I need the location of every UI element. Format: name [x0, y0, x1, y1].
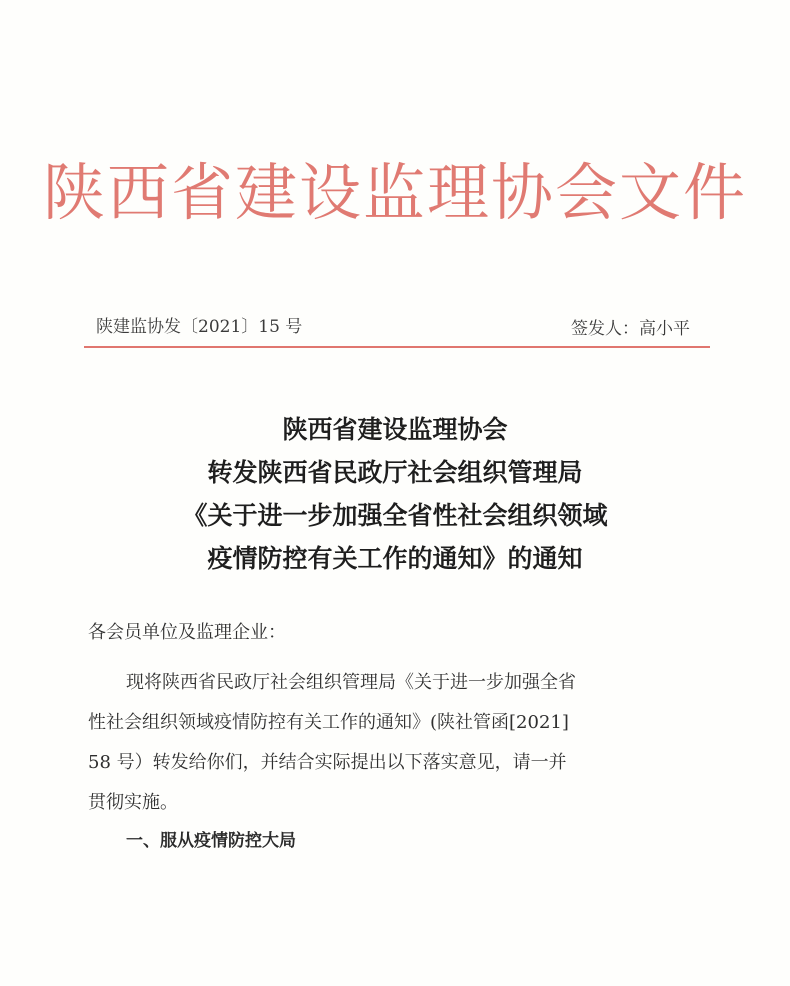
issuer-signatory: 签发人：高小平: [571, 319, 690, 339]
paragraph-line: 58 号）转发给你们，并结合实际提出以下落实意见，请一并: [88, 752, 567, 773]
title-line-3: 《关于进一步加强全省性社会组织领域: [182, 501, 608, 530]
document-number: 陕建监协发〔2021〕15 号: [96, 317, 303, 337]
org-file-header: 陕西省建设监理协会文件: [42, 156, 747, 229]
body-paragraph: [88, 663, 692, 823]
title-line-2: 转发陕西省民政厅社会组织管理局: [207, 458, 583, 487]
paragraph-line: 现将陕西省民政厅社会组织管理局《关于进一步加强全省: [126, 672, 576, 693]
paragraph-line: 贯彻实施。: [88, 792, 178, 813]
red-divider-line: [84, 346, 710, 348]
section-heading: 一、服从疫情防控大局: [126, 831, 296, 851]
title-line-1: 陕西省建设监理协会: [282, 415, 508, 444]
paragraph-line: 性社会组织领域疫情防控有关工作的通知》(陕社管函[2021]: [88, 712, 569, 733]
salutation: 各会员单位及监理企业：: [88, 622, 286, 643]
title-line-4: 疫情防控有关工作的通知》的通知: [207, 544, 583, 573]
notice-title: [0, 408, 790, 580]
